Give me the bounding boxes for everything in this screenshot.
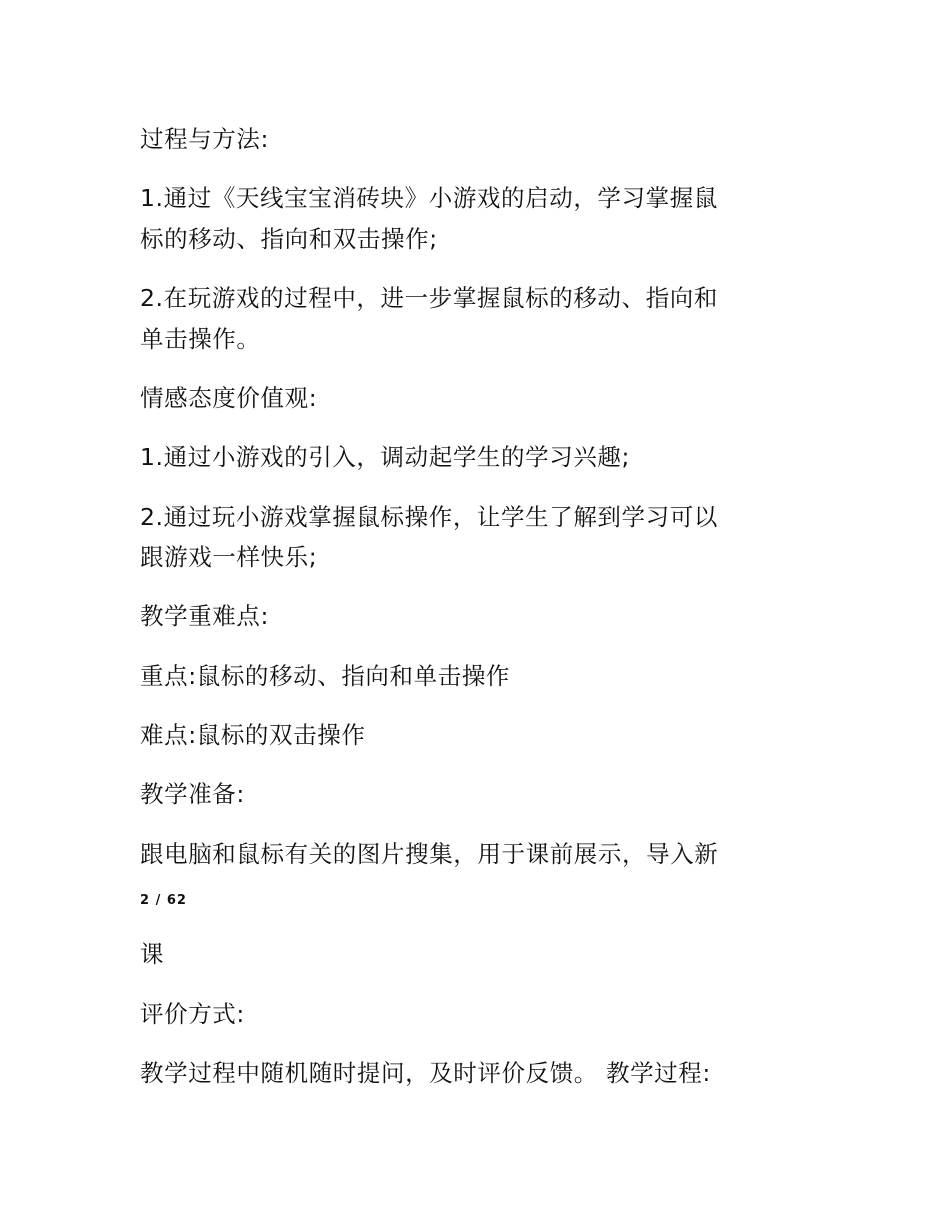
paragraph-line: 跟游戏一样快乐; — [140, 543, 318, 571]
paragraph-line: 单击操作。 — [140, 325, 261, 353]
paragraph-line: 教学过程中随机随时提问，及时评价反馈。 教学过程: — [140, 1059, 711, 1087]
paragraph-line: 2.通过玩小游戏掌握鼠标操作，让学生了解到学习可以 — [140, 503, 718, 531]
section-heading-evaluation-method: 评价方式: — [140, 1000, 245, 1028]
paragraph-line: 跟电脑和鼠标有关的图片搜集，用于课前展示，导入新 — [140, 840, 719, 868]
paragraph-line: 重点:鼠标的移动、指向和单击操作 — [140, 662, 511, 690]
paragraph-line: 课 — [140, 940, 165, 968]
section-heading-emotion-attitude: 情感态度价值观: — [140, 384, 318, 412]
paragraph-line: 1.通过小游戏的引入，调动起学生的学习兴趣; — [140, 443, 631, 471]
section-heading-teaching-preparation: 教学准备: — [140, 780, 245, 808]
page-number: 2 / 62 — [140, 893, 187, 908]
paragraph-line: 难点:鼠标的双击操作 — [140, 721, 366, 749]
paragraph-line: 标的移动、指向和双击操作; — [140, 225, 438, 253]
section-heading-process-methods: 过程与方法: — [140, 125, 270, 153]
paragraph-line: 1.通过《天线宝宝消砖块》小游戏的启动，学习掌握鼠 — [140, 184, 718, 212]
section-heading-key-difficult-points: 教学重难点: — [140, 602, 270, 630]
paragraph-line: 2.在玩游戏的过程中，进一步掌握鼠标的移动、指向和 — [140, 284, 718, 312]
